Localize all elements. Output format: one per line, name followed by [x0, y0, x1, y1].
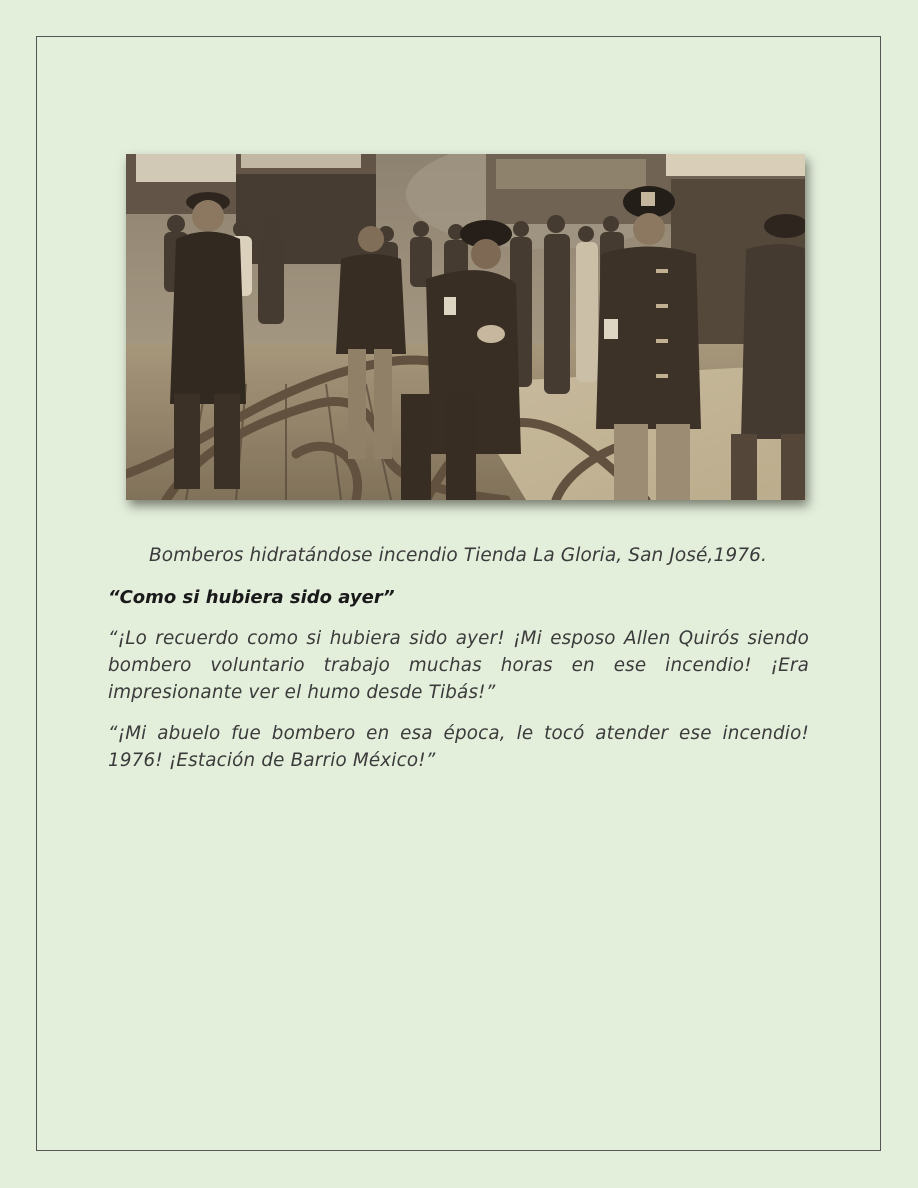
photo-caption: Bomberos hidratándose incendio Tienda La Gloria, San José,1976.	[149, 545, 767, 566]
sepia-photo-illustration	[126, 154, 805, 500]
section-heading: “Como si hubiera sido ayer”	[108, 587, 395, 608]
firefighters-photo	[126, 154, 805, 500]
quote-paragraph-2: “¡Mi abuelo fue bombero en esa época, le tocó atender ese incendio! 1976! ¡Estación de Barrio México!”	[108, 723, 809, 771]
quote-paragraph-1: “¡Lo recuerdo como si hubiera sido ayer! ¡Mi esposo Allen Quirós siendo bombero voluntario trabajo muchas horas en ese incendio! ¡Era impresionante ver el humo desde Tibás!”	[108, 628, 809, 703]
